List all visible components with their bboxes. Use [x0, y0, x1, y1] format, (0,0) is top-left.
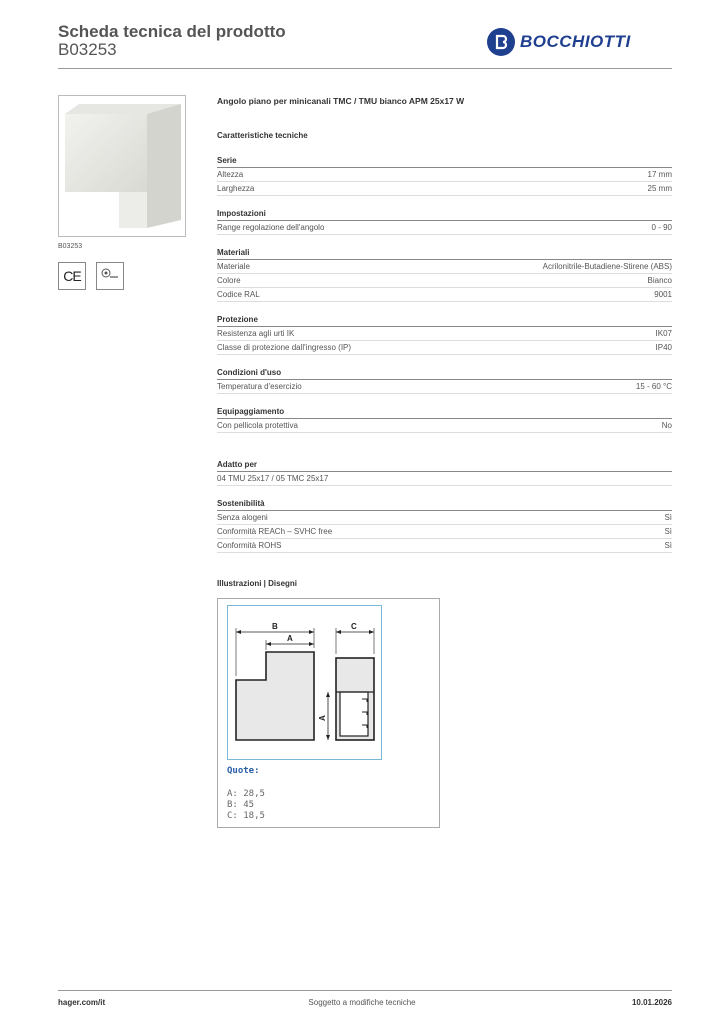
- spec-row: [217, 419, 672, 433]
- spec-row: [217, 472, 672, 486]
- footer-date: 10.01.2026: [631, 998, 672, 1007]
- spec-value: 0 - 90: [651, 223, 672, 232]
- spec-row: [217, 260, 672, 274]
- spec-label: Conformità ROHS: [217, 541, 282, 550]
- section-serie: [217, 154, 672, 196]
- spec-row: [217, 288, 672, 302]
- photo-caption: B03253: [58, 243, 83, 250]
- quote-label: Quote:: [227, 766, 260, 776]
- spec-label: Classe di protezione dall'ingresso (IP): [217, 343, 352, 352]
- dimension-a-label: A: [287, 634, 293, 643]
- section-title: Adatto per: [217, 458, 672, 472]
- header-divider: [58, 68, 672, 69]
- section-title: Impostazioni: [217, 207, 672, 221]
- spec-row: [217, 511, 672, 525]
- spec-value: IP40: [655, 343, 672, 352]
- spec-label: Range regolazione dell'angolo: [217, 223, 325, 232]
- dimension-c-label: C: [351, 622, 357, 631]
- spec-label: Materiale: [217, 262, 250, 271]
- quote-b: B: 45: [227, 800, 255, 810]
- spec-value: Sì: [664, 513, 672, 522]
- section-impostazioni: [217, 207, 672, 235]
- spec-row: [217, 525, 672, 539]
- spec-label: Resistenza agli urti IK: [217, 329, 295, 338]
- quote-a: A: 28,5: [227, 789, 265, 799]
- brand-logo: [487, 28, 631, 56]
- spec-row: [217, 221, 672, 235]
- page-title: Scheda tecnica del prodotto: [58, 22, 286, 41]
- dimension-b-label: B: [272, 622, 278, 631]
- spec-value: Sì: [664, 527, 672, 536]
- spec-value: 17 mm: [647, 170, 672, 179]
- drawing-frame: [227, 605, 382, 760]
- spec-label: 04 TMU 25x17 / 05 TMC 25x17: [217, 474, 329, 483]
- spec-value: 9001: [654, 290, 672, 299]
- spec-value: IK07: [655, 329, 672, 338]
- spec-label: Conformità REACh – SVHC free: [217, 527, 333, 536]
- section-adatto-per: [217, 458, 672, 486]
- spec-label: Codice RAL: [217, 290, 260, 299]
- ce-mark-text: CE: [63, 268, 81, 284]
- spec-value: Sì: [664, 541, 672, 550]
- section-title: Equipaggiamento: [217, 405, 672, 419]
- tech-heading: Caratteristiche tecniche: [217, 131, 308, 140]
- illustrations-heading: Illustrazioni | Disegni: [217, 579, 298, 588]
- section-title: Protezione: [217, 313, 672, 327]
- quote-c: C: 18,5: [227, 811, 265, 821]
- spec-label: Colore: [217, 276, 241, 285]
- spec-label: Altezza: [217, 170, 244, 179]
- spec-label: Temperatura d'esercizio: [217, 382, 302, 391]
- footer-website: hager.com/it: [58, 998, 106, 1007]
- section-title: Serie: [217, 154, 672, 168]
- product-code: B03253: [58, 40, 117, 59]
- spec-row: [217, 327, 672, 341]
- section-title: Sostenibilità: [217, 497, 672, 511]
- section-materiali: [217, 246, 672, 302]
- spec-row: [217, 274, 672, 288]
- section-title: Condizioni d'uso: [217, 366, 672, 380]
- spec-value: 15 - 60 °C: [635, 382, 672, 391]
- spec-row: [217, 168, 672, 182]
- footer-divider: [58, 990, 672, 991]
- bocchiotti-logo-icon: [487, 28, 515, 56]
- ce-mark-icon: [58, 262, 86, 290]
- section-protezione: [217, 313, 672, 355]
- logo-text: BOCCHIOTTI: [520, 32, 631, 51]
- spec-row: [217, 539, 672, 553]
- dimension-a-side-label: A: [318, 715, 327, 721]
- certification-icon: [96, 262, 124, 290]
- section-sostenibilita: [217, 497, 672, 553]
- product-title: Angolo piano per minicanali TMC / TMU bianco APM 25x17 W: [217, 96, 465, 106]
- spec-row: [217, 182, 672, 196]
- spec-label: Con pellicola protettiva: [217, 421, 298, 430]
- technical-drawing: [217, 598, 440, 828]
- spec-value: Acrilonitrile-Butadiene-Stirene (ABS): [542, 262, 672, 271]
- spec-row: [217, 380, 672, 394]
- section-title: Materiali: [217, 246, 672, 260]
- section-condizioni: [217, 366, 672, 394]
- product-photo: [58, 95, 186, 237]
- section-equipaggiamento: [217, 405, 672, 433]
- spec-label: Senza alogeni: [217, 513, 268, 522]
- spec-value: Bianco: [647, 276, 672, 285]
- footer-notice: Soggetto a modifiche tecniche: [308, 998, 416, 1007]
- spec-label: Larghezza: [217, 184, 255, 193]
- spec-row: [217, 341, 672, 355]
- spec-value: No: [661, 421, 672, 430]
- spec-value: 25 mm: [647, 184, 672, 193]
